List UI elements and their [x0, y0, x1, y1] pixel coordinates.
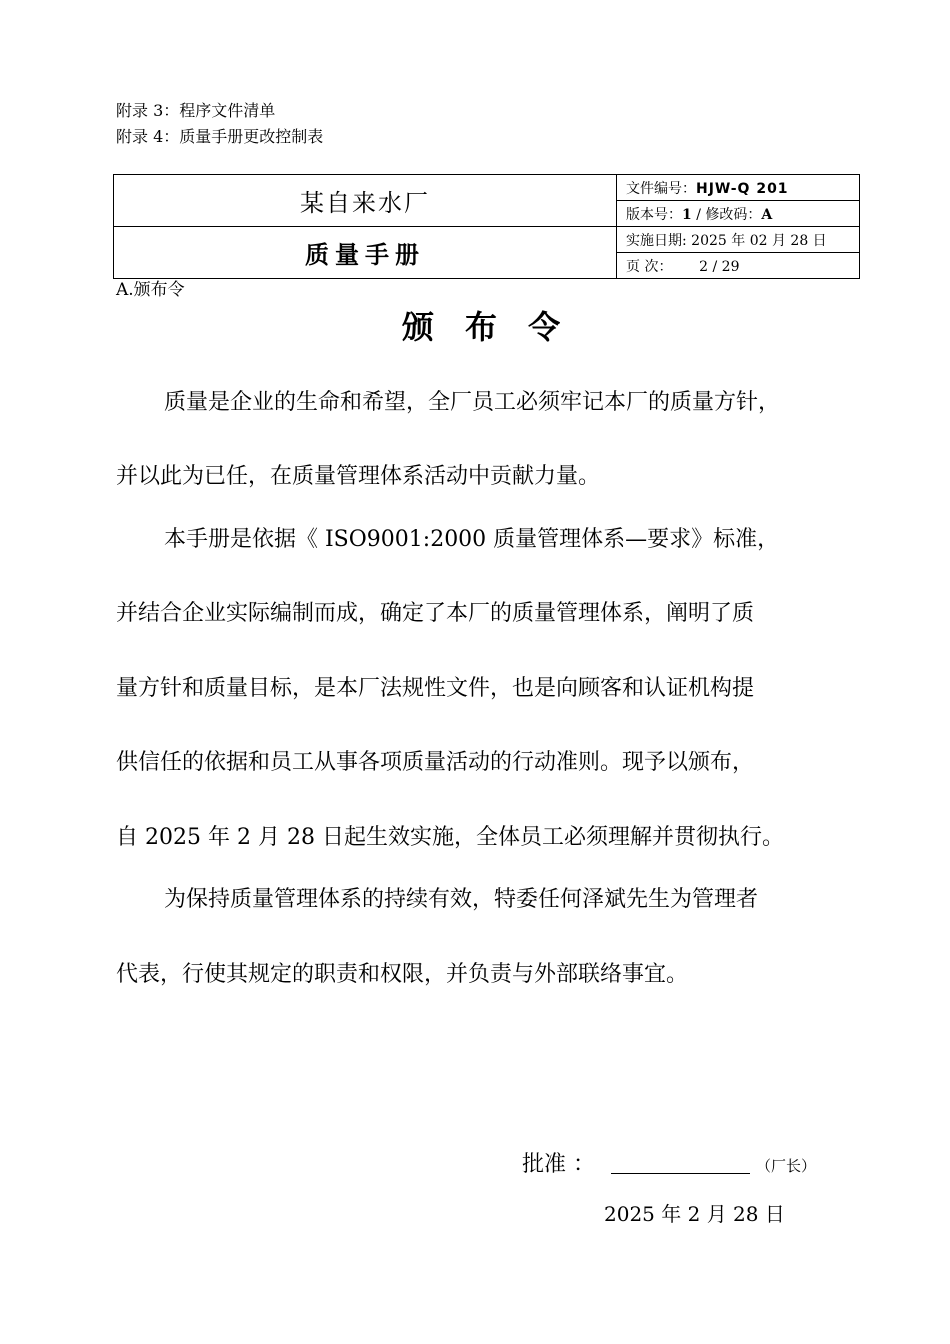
appendix-3-line: 附录 3：程序文件清单: [116, 101, 276, 120]
decree-title: 颁 布 令: [401, 308, 571, 346]
section-label: A.颁布令: [116, 280, 185, 300]
appendix-4-line: 附录 4：质量手册更改控制表: [116, 127, 324, 146]
version-label: 版本号：: [626, 206, 682, 223]
effective-date-cell: [617, 227, 860, 253]
page-label: 页 次：: [626, 258, 673, 275]
doc-number-value: HJW-Q 201: [696, 180, 789, 197]
page-value: 2 / 29: [699, 258, 740, 275]
doc-number-cell: [617, 175, 860, 201]
paragraph-3-line-2: 代表，行使其规定的职责和权限，并负责与外部联络事宜。: [116, 962, 689, 987]
signature-date: 2025 年 2 月 28 日: [604, 1202, 785, 1226]
paragraph-2-line-1: 本手册是依据《 ISO9001:2000 质量管理体系—要求》标准，: [164, 527, 780, 552]
paragraph-2-line-4: 供信任的依据和员工从事各项质量活动的行动准则。现予以颁布，: [116, 750, 755, 775]
manual-title: 质量手册: [114, 227, 617, 279]
paragraph-2-line-3: 量方针和质量目标，是本厂法规性文件，也是向顾客和认证机构提: [116, 676, 755, 701]
paragraph-2-line-2: 并结合企业实际编制而成，确定了本厂的质量管理体系，阐明了质: [116, 601, 755, 626]
document-header-table: [113, 174, 860, 279]
effective-date-label: 实施日期:: [626, 232, 692, 249]
signature-line: [611, 1173, 750, 1174]
page-number-cell: [617, 253, 860, 279]
paragraph-2-line-5: 自 2025 年 2 月 28 日起生效实施，全体员工必须理解并贯彻执行。: [116, 825, 784, 850]
paragraph-1-line-2: 并以此为已任，在质量管理体系活动中贡献力量。: [116, 464, 601, 489]
doc-number-label: 文件编号：: [626, 180, 696, 197]
approve-label: 批准 ：: [522, 1152, 595, 1177]
paragraph-1-line-1: 质量是企业的生命和希望，全厂员工必须牢记本厂的质量方针，: [164, 390, 781, 415]
approver-role: （厂长）: [756, 1157, 817, 1175]
revision-label: / 修改码：: [691, 206, 762, 223]
company-name: 某自来水厂: [114, 175, 617, 227]
paragraph-3-line-1: 为保持质量管理体系的持续有效，特委任何泽斌先生为管理者: [164, 887, 759, 912]
revision-value: A: [761, 206, 773, 223]
version-cell: [617, 201, 860, 227]
version-value: 1: [682, 206, 692, 223]
effective-date-value: 2025 年 02 月 28 日: [691, 232, 827, 249]
